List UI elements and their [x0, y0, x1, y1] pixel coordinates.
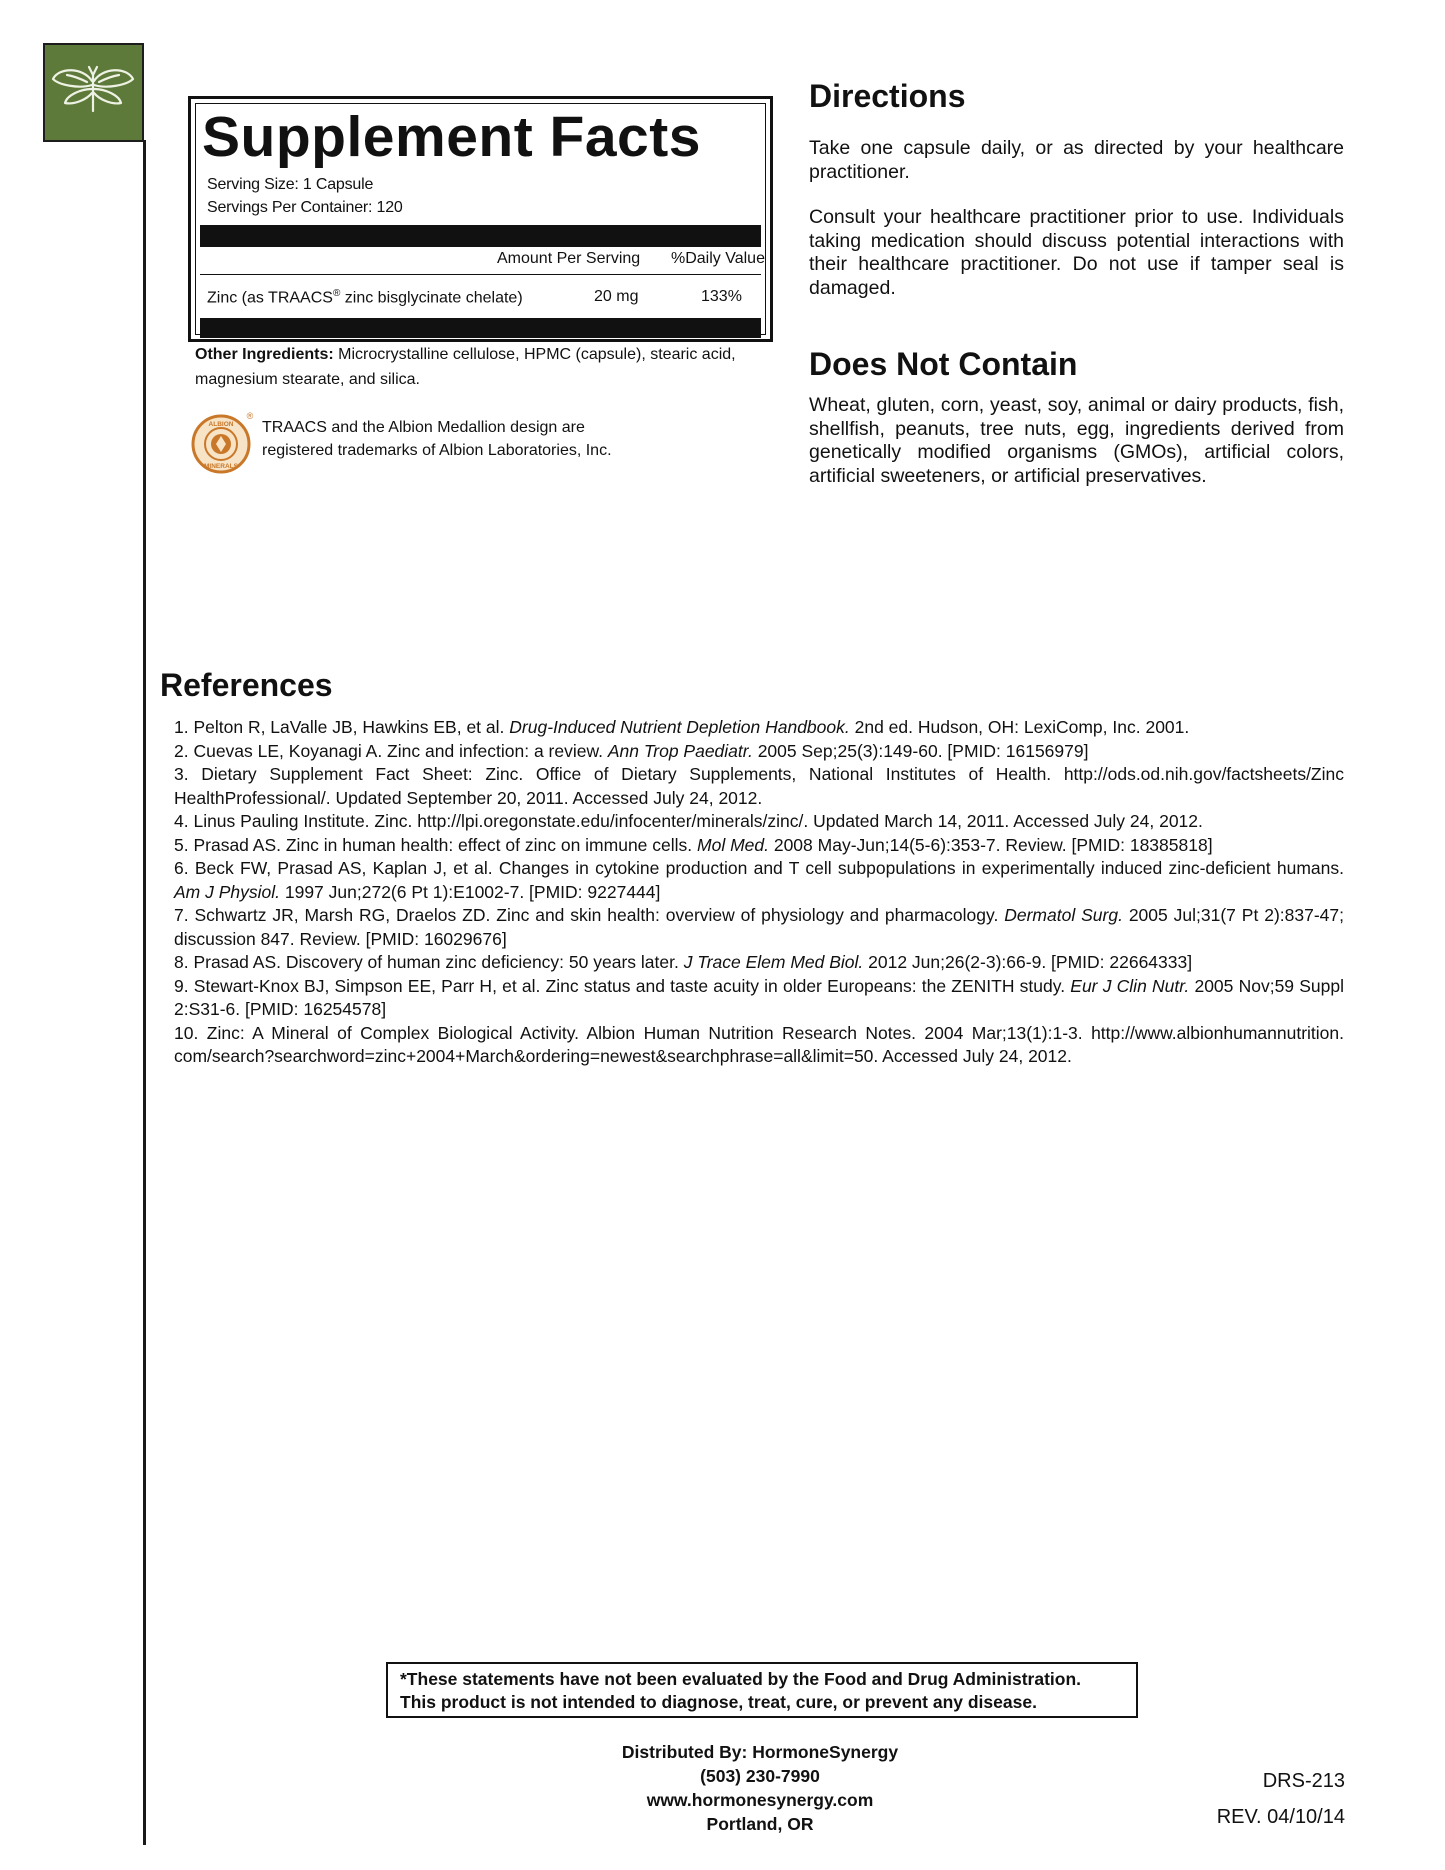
ref-text: 7. Schwartz JR, Marsh RG, Draelos ZD. Zinc and skin health: overview of physiology and pharmacology.: [174, 905, 1005, 925]
header-rule: [200, 274, 761, 275]
distributor-name: Distributed By: HormoneSynergy: [621, 1742, 899, 1762]
directions-paragraph-2: Consult your healthcare practitioner prior to use. Individuals taking medication should discuss potential interactions with their healthcare practitioner. Do not use if tamper seal is damaged.: [809, 206, 1344, 299]
registered-mark: ®: [332, 288, 341, 299]
ref-text: 6. Beck FW, Prasad AS, Kaplan J, et al. Changes in cytokine production and T cell subpopulations in experimentally induced zinc-deficient humans.: [174, 858, 1344, 878]
trademark-notice: [262, 416, 612, 462]
does-not-contain-text: Wheat, gluten, corn, yeast, soy, animal or dairy products, fish, shellfish, peanuts, tree nuts, egg, ingredients derived from genetically modified organisms (GMOs), artificial colors, artificial sweeteners, or artificial preservatives.: [809, 394, 1344, 487]
ref-journal: Am J Physiol.: [174, 881, 280, 902]
ref-journal: Mol Med.: [697, 834, 769, 855]
ref-text: 5. Prasad AS. Zinc in human health: effect of zinc on immune cells.: [174, 834, 698, 855]
disclaimer-line-1: *These statements have not been evaluated by the Food and Drug Administration.: [400, 1669, 1081, 1689]
serving-size: Serving Size: 1 Capsule: [207, 176, 374, 193]
thick-divider-bottom: [200, 318, 761, 338]
distributor-website: www.hormonesynergy.com: [646, 1790, 874, 1810]
other-ingredients-text: Microcrystalline cellulose, HPMC (capsule), stearic acid, magnesium stearate, and silica.: [195, 346, 736, 388]
references-list: [174, 716, 1344, 1069]
reference-item: [174, 763, 1344, 810]
reference-item: [174, 810, 1344, 834]
ref-text: 3. Dietary Supplement Fact Sheet: Zinc. Office of Dietary Supplements, National Institutes of Health. http://ods.od.nih.gov/factsheets/Zinc HealthProfessional/. Updated September 20, 2011. Accessed July 24, 2012.: [174, 764, 1344, 808]
ref-details: 2nd ed. Hudson, OH: LexiComp, Inc. 2001.: [849, 717, 1190, 737]
left-margin-rule: [143, 140, 146, 1845]
ref-text: 2. Cuevas LE, Koyanagi A. Zinc and infection: a review.: [174, 740, 608, 761]
ref-journal: Drug-Induced Nutrient Depletion Handbook.: [509, 717, 850, 737]
amount-per-serving-header: Amount Per Serving: [497, 250, 641, 267]
distributor-phone: (503) 230-7990: [700, 1766, 820, 1786]
directions-heading: Directions: [809, 78, 966, 114]
zinc-name-part-2: zinc bisglycinate chelate): [340, 289, 523, 307]
ref-details: 2008 May-Jun;14(5-6):353-7. Review. [PMID: 18385818]: [768, 834, 1213, 855]
thick-divider-top: [200, 225, 761, 247]
ref-details: 2005 Sep;25(3):149-60. [PMID: 16156979]: [752, 740, 1089, 761]
other-ingredients: [195, 342, 780, 392]
daily-value-header: %Daily Value: [671, 250, 765, 267]
ref-details: 2005 Nov;59 Suppl 2:S31-6. [PMID: 16254578]: [174, 975, 1344, 1019]
albion-medallion-icon: [190, 409, 256, 475]
fda-disclaimer-box: [386, 1662, 1138, 1718]
references-heading: References: [160, 667, 333, 703]
facts-title: Supplement Facts: [202, 105, 701, 169]
medallion-top-text: ALBION: [208, 421, 234, 428]
supplement-facts-panel: [188, 96, 773, 342]
ref-text: 10. Zinc: A Mineral of Complex Biological Activity. Albion Human Nutrition Research Notes. 2004 Mar;13(1):1-3. http://www.albionhumannutrition. com/search?searchword=zinc+2004+March&ordering=newest&searchphrase=all&limit=50. Accessed July 24, 2012.: [174, 1022, 1344, 1066]
brand-logo: [43, 43, 144, 142]
reference-item: [174, 1022, 1344, 1069]
ref-details: 1997 Jun;272(6 Pt 1):E1002-7. [PMID: 9227444]: [280, 881, 661, 902]
revision-date: REV. 04/10/14: [1216, 1806, 1345, 1828]
ref-text: 9. Stewart-Knox BJ, Simpson EE, Parr H, et al. Zinc status and taste acuity in older Europeans: the ZENITH study.: [174, 975, 1071, 996]
reference-item: [174, 951, 1344, 975]
reference-item: [174, 904, 1344, 951]
disclaimer-line-2: This product is not intended to diagnose, treat, cure, or prevent any disease.: [400, 1692, 1037, 1712]
ref-text: 8. Prasad AS. Discovery of human zinc deficiency: 50 years later.: [174, 952, 684, 972]
ref-journal: Eur J Clin Nutr.: [1070, 975, 1190, 996]
distributor-city: Portland, OR: [706, 1814, 814, 1834]
does-not-contain-heading: Does Not Contain: [809, 346, 1078, 382]
ref-journal: Ann Trop Paediatr.: [607, 740, 753, 761]
ref-journal: Dermatol Surg.: [1004, 905, 1123, 925]
distributor-info: [560, 1740, 960, 1836]
ref-details: 2005 Jul;31(7 Pt 2):837-47; discussion 847. Review. [PMID: 16029676]: [174, 905, 1344, 949]
reference-item: [174, 975, 1344, 1022]
zinc-ingredient-name: [207, 288, 523, 307]
zinc-daily-value: 133%: [701, 288, 742, 305]
butterfly-logo-icon: [45, 45, 142, 140]
ref-journal: J Trace Elem Med Biol.: [683, 952, 864, 972]
ref-details: 2012 Jun;26(2-3):66-9. [PMID: 22664333]: [863, 952, 1193, 972]
facts-inner-border: [195, 103, 766, 335]
reference-item: [174, 740, 1344, 764]
zinc-name-part-1: Zinc (as TRAACS: [207, 289, 333, 307]
medallion-bottom-text: MINERALS: [204, 463, 238, 470]
zinc-amount: 20 mg: [594, 288, 639, 305]
ref-text: 1. Pelton R, LaValle JB, Hawkins EB, et al.: [174, 717, 510, 737]
reference-item: [174, 834, 1344, 858]
reference-item: [174, 857, 1344, 904]
trademark-line-2: registered trademarks of Albion Laboratories, Inc.: [262, 442, 612, 459]
trademark-line-1: TRAACS and the Albion Medallion design are: [262, 419, 585, 436]
medallion-registered-mark: ®: [246, 411, 254, 421]
directions-paragraph-1: Take one capsule daily, or as directed by your healthcare practitioner.: [809, 137, 1344, 183]
reference-item: [174, 716, 1344, 740]
ref-text: 4. Linus Pauling Institute. Zinc. http://lpi.oregonstate.edu/infocenter/minerals/zinc/. Updated March 14, 2011. Accessed July 24, 2012.: [174, 811, 1203, 831]
servings-per-container: Servings Per Container: 120: [207, 199, 403, 216]
other-ingredients-label: Other Ingredients:: [195, 346, 334, 363]
document-code: DRS-213: [1262, 1770, 1345, 1792]
